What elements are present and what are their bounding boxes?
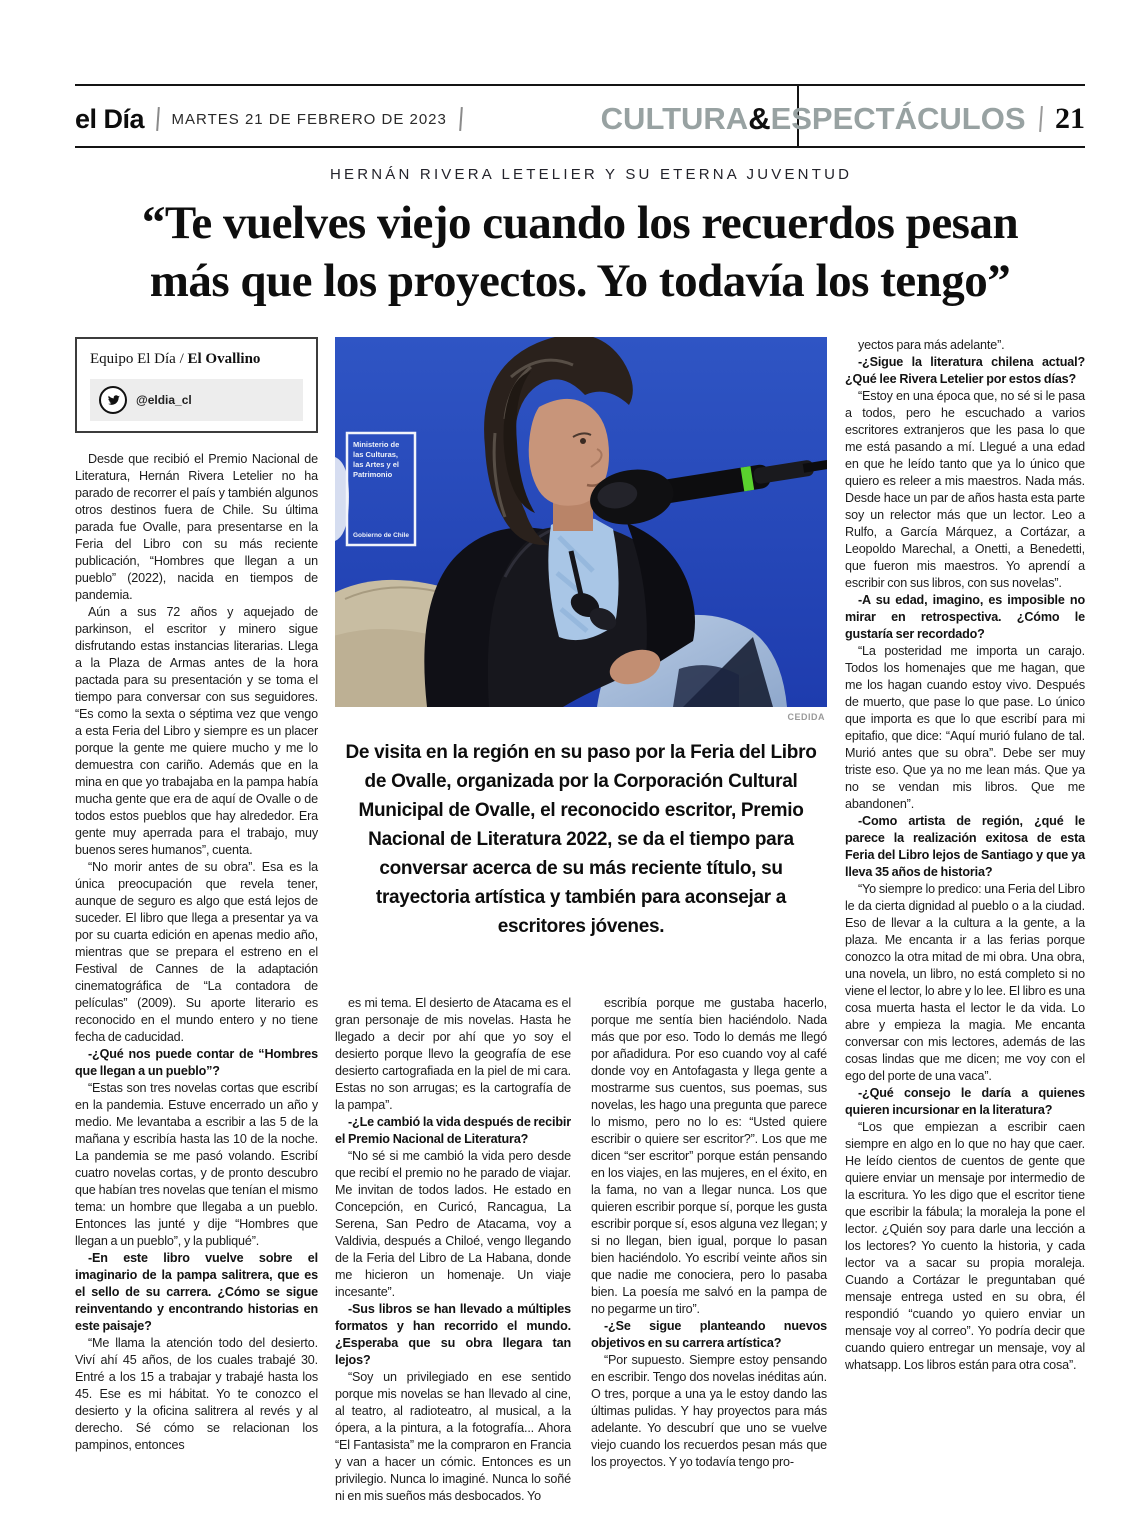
column-3-text bbox=[591, 995, 827, 1505]
twitter-strip bbox=[90, 379, 303, 421]
byline-team: Equipo El Día / bbox=[90, 351, 188, 367]
kicker: HERNÁN RIVERA LETELIER Y SU ETERNA JUVENTUD bbox=[330, 166, 853, 183]
divider-bar bbox=[156, 107, 159, 131]
headline bbox=[60, 194, 1100, 310]
article-paragraph: escribía porque me gustaba hacerlo, porque me sentía bien haciéndolo. Nada más que por eso. Todo lo demás me llegó por añadidura. Por eso cuando voy al café donde voy en Antofagasta y llega gente a mostrarme sus cuentos, sus poemas, sus novelas, les hago una pregunta que parece lo mismo, pero no lo es: “Usted quiere escribir o quiere ser escritor?”. Los que me dicen “ser escritor” porque están pensando en los viajes, en las mujeres, en el éxito, en la fama, no van a llegar nunca. Los que quieren escribir porque sí, porque les gusta escribir porque sí, esos alguna vez llegan; y si no llegan, bien igual, porque lo pasan bien haciéndolo. Yo escribí veinte años sin que nadie me conociera, pero lo pasaba bien. La poesía me salvó en la pampa de no pegarme un tiro”. bbox=[591, 996, 827, 1316]
twitter-handle: @eldia_cl bbox=[136, 393, 192, 407]
newspaper-logo: el Día bbox=[75, 103, 145, 134]
article-middle bbox=[335, 337, 827, 1505]
section-title-right: ESPECTÁCULOS bbox=[770, 101, 1026, 136]
header-top-rule bbox=[75, 84, 1085, 86]
interview-question: -¿Sigue la literatura chilena actual? ¿Qué lee Rivera Letelier por estos días? bbox=[845, 355, 1085, 386]
svg-text:las Culturas,: las Culturas, bbox=[353, 450, 399, 459]
svg-text:Gobierno de Chile: Gobierno de Chile bbox=[353, 532, 409, 539]
column-4 bbox=[845, 337, 1085, 1374]
interview-question: -Sus libros se han llevado a múltiples formatos y han recorrido el mundo. ¿Esperaba que su obra llegara tan lejos? bbox=[335, 1302, 571, 1367]
article-paragraph: es mi tema. El desierto de Atacama es el gran personaje de mis novelas. Hasta he llegado a decir por ahí que yo soy el desierto porque llevo la geografía de ese desierto cartografiada en la piel de mi cara. Estas no son arrugas; es la cartografía de la pampa”. bbox=[335, 996, 571, 1112]
interview-question: -En este libro vuelve sobre el imaginario de la pampa salitrera, que es el sello de su carrera. ¿Cómo se sigue reinventando y encontrando historias en este paisaje? bbox=[75, 1251, 318, 1333]
byline-brand: El Ovallino bbox=[187, 351, 261, 367]
intro-paragraph: De visita en la región en su paso por la Feria del Libro de Ovalle, organizada por la Corporación Cultural Municipal de Ovalle, el reconocido escritor, Premio Nacional de Literatura 2022, se da el tiempo para conversar acerca de su más reciente título, su trayectoria artística y también para aconsejar a escritores jóvenes. bbox=[345, 742, 817, 937]
interview-question: -A su edad, imagino, es imposible no mirar en retrospectiva. ¿Cómo le gustaría ser recordado? bbox=[845, 593, 1085, 641]
column-4-text bbox=[845, 337, 1085, 1374]
section-title bbox=[601, 101, 1026, 137]
interview-question: -¿Qué consejo le daría a quienes quieren incursionar en la literatura? bbox=[845, 1086, 1085, 1117]
section-header bbox=[601, 95, 1085, 143]
headline-line-2: más que los proyectos. Yo todavía los tengo” bbox=[149, 255, 1011, 307]
section-title-amp: & bbox=[748, 101, 771, 136]
article-paragraph: “Me llama la atención todo del desierto. Viví ahí 45 años, de los cuales trabajé 30. Entré a los 15 a trabajar y trabajé hasta los 45. Ese es mi hábitat. Yo te conozco el desierto y la oficina salitrera al revés y al derecho. Sé cómo se relacionan los pampinos, entonces bbox=[75, 1336, 318, 1452]
article-paragraph: “La posteridad me importa un carajo. Todos los homenajes que me hagan, que me los hagan cuando estoy vivo. Después de muerto, que pase lo que pase. Lo único que importa es que lo que escribí para mi epitafio, que dice: “Aquí murió fulano de tal. Murió antes que su obra”. Debe ser muy triste eso. Que ya no me lean más. Que ya no se vendan mis libros. Que me abandonen”. bbox=[845, 644, 1085, 811]
article-paragraph: yectos para más adelante”. bbox=[858, 338, 1005, 352]
article-paragraph: “Por supuesto. Siempre estoy pensando en escribir. Tengo dos novelas inéditas aún. O tres, porque a una ya le estoy dando las últimas pulidas. Y hay proyectos para más adelante. Yo descubrí que uno se vuelve viejo cuando los recuerdos pesan más que los proyectos. Y yo todavía tengo pro- bbox=[591, 1353, 827, 1469]
article-paragraph: Desde que recibió el Premio Nacional de Literatura, Hernán Rivera Letelier no ha parado de recorrer el país y también algunos otros destinos fuera de Chile. Su última parada fue Ovalle, para presentarse en la Feria del Libro con su más reciente publicación, “Hombres que llegan a un pueblo” (2022), nacida en tiempos de pandemia. bbox=[75, 452, 318, 602]
article-paragraph: “Estoy en una época que, no sé si le pasa a todos, pero he escuchado a varios escritores extranjeros que les pasa lo que me está pasando a mí. Llegué a una edad en que he leído tanto que ya lo único que quiero es releer a mis maestros. Nada más. Desde hace un par de años hasta esta parte soy un relector más que un lector. Leo a Rulfo, a García Márquez, a Cortázar, a Leopoldo Marechal, a Onetti, a Benedetti, que fueron mis maestros. Yo aprendí a escribir con sus libros, con sus novelas”. bbox=[845, 389, 1085, 590]
divider-bar bbox=[459, 107, 462, 131]
headline-line-1: “Te vuelves viejo cuando los recuerdos pesan bbox=[141, 197, 1019, 249]
photo-credit: CEDIDA bbox=[787, 712, 825, 722]
article-paragraph: “Yo siempre lo predico: una Feria del Libro le da cierta dignidad al pueblo o a la ciudad. Eso de llevar a la cultura a la gente, a la plaza. Me encanta ir a las ferias porque conozco la otra mitad de mi obra. Una obra, una novela, un libro, no está completo si no viene el lector, lo abre y lo lee. El libro es una cosa muerta hasta el lector le da vida. Lo abre y empieza la magia. Me encanta conversar con mis lectores, además de las cosas lindas que me dicen; me voy con el ego del porte de una vaca”. bbox=[845, 882, 1085, 1083]
article-paragraph: “No sé si me cambió la vida pero desde que recibí el premio no he parado de viajar. Me invitan de todos lados. He estado en Concepción, en Curicó, Rancagua, La Serena, San Pedro de Atacama, voy a Valdivia, después a Chiloé, vengo llegando de la Feria del Libro de La Habana, donde me hicieron un homenaje. Un viaje incesante”. bbox=[335, 1149, 571, 1299]
interview-question: -¿Le cambió la vida después de recibir el Premio Nacional de Literatura? bbox=[335, 1115, 571, 1146]
divider-bar bbox=[1039, 106, 1042, 132]
interview-photo bbox=[335, 337, 827, 707]
column-2-text bbox=[335, 995, 571, 1505]
article-paragraph: “Los que empiezan a escribir caen siempre en algo en lo que no hay que caer. He leído cientos de cuentos de gente que quiere enviar un mensaje por intermedio de la escritura. Yo les digo que el escritor tiene que escribir la fábula; la moraleja la pone el lector. ¿Quién soy para darle una lección a los lectores? Yo cuento la historia, y cada lector va a sacar su propia moraleja. Cuando a Cortázar le preguntaban qué mensaje entrega usted en su obra, él respondió “cuando yo quiero enviar un mensaje voy al correo”. Yo podría decir que cuando quiero entregar un mensaje, voy al whatsapp. Los libros están para otra cosa”. bbox=[845, 1120, 1085, 1372]
svg-text:las Artes y el: las Artes y el bbox=[353, 460, 399, 469]
interview-question: -Como artista de región, ¿qué le parece la realización exitosa de esta Feria del Libro lejos de Santiago y que ya lleva 35 años de historia? bbox=[845, 814, 1085, 879]
interview-question: -¿Qué nos puede contar de “Hombres que llegan a un pueblo”? bbox=[75, 1047, 318, 1078]
article-paragraph: Aún a sus 72 años y aquejado de parkinson, el escritor y minero sigue disfrutando estas instancias literarias. Llega a la Plaza de Armas antes de la hora pactada para su presentación y se toma el tiempo para conversar con sus seguidores. “Es como la sexta o séptima vez que vengo a esta Feria del Libro y siempre es un placer porque la gente me quiere mucho y me lo demuestra con cariño. Además que en la mina en que yo trabajaba en la pampa había mucha gente que era de aquí de Ovalle o de todos estos pueblos que hay alrededor. Era gente muy aperrada para el trabajo, muy buenos seres humanos”, cuenta. bbox=[75, 605, 318, 857]
interview-question: -¿Se sigue planteando nuevos objetivos en su carrera artística? bbox=[591, 1319, 827, 1350]
header-bottom-rule bbox=[75, 146, 1085, 148]
byline bbox=[90, 351, 303, 368]
svg-text:Ministerio de: Ministerio de bbox=[353, 440, 400, 449]
article-paragraph: “Estas son tres novelas cortas que escribí en la pandemia. Estuve encerrado un año y medio. Me levantaba a escribir a las 5 de la mañana y escribía hasta las 10 de la noche. La pandemia se me pasó volando. Escribí cuatro novelas cortas, y de pronto descubro que habían tres novelas que tenían el mismo tema: un hombre que llegaba a un pueblo. Entonces las junté y dije “Hombres que llegan a un pueblo”, y la publiqué”. bbox=[75, 1081, 318, 1248]
twitter-bird-icon bbox=[99, 386, 127, 414]
byline-box bbox=[75, 337, 318, 433]
section-title-left: CULTURA bbox=[600, 101, 749, 136]
column-1 bbox=[75, 337, 318, 1454]
column-1-text bbox=[75, 451, 318, 1454]
columns-2-3 bbox=[335, 995, 827, 1505]
issue-date: MARTES 21 DE FEBRERO DE 2023 bbox=[171, 110, 447, 128]
page-number: 21 bbox=[1055, 102, 1085, 135]
article-paragraph: “Soy un privilegiado en ese sentido porque mis novelas se han llevado al cine, al teatro, al radioteatro, al musical, a la ópera, a la pintura, a la fotografía... Ahora “El Fantasista” me la compraron en Francia y van a hacer un cómic. Entonces es un privilegio. Nunca lo imaginé. Nunca lo soñé ni en mis sueños más desbocados. Yo bbox=[335, 1370, 571, 1503]
svg-text:Patrimonio: Patrimonio bbox=[353, 470, 393, 479]
article-paragraph: “No morir antes de su obra”. Esa es la única preocupación que revela tener, aunque de seguro es algo que está lejos de suceder. El libro que llega a presentar ya va por su cuarta edición en apenas medio año, mientras que se prepara el estreno en el Festival de Cannes de la adaptación cinematográfica de “La contadora de películas” (2009). Su aporte literario es reconocido en el mundo entero y no tiene fecha de caducidad. bbox=[75, 860, 318, 1044]
masthead bbox=[75, 97, 461, 141]
